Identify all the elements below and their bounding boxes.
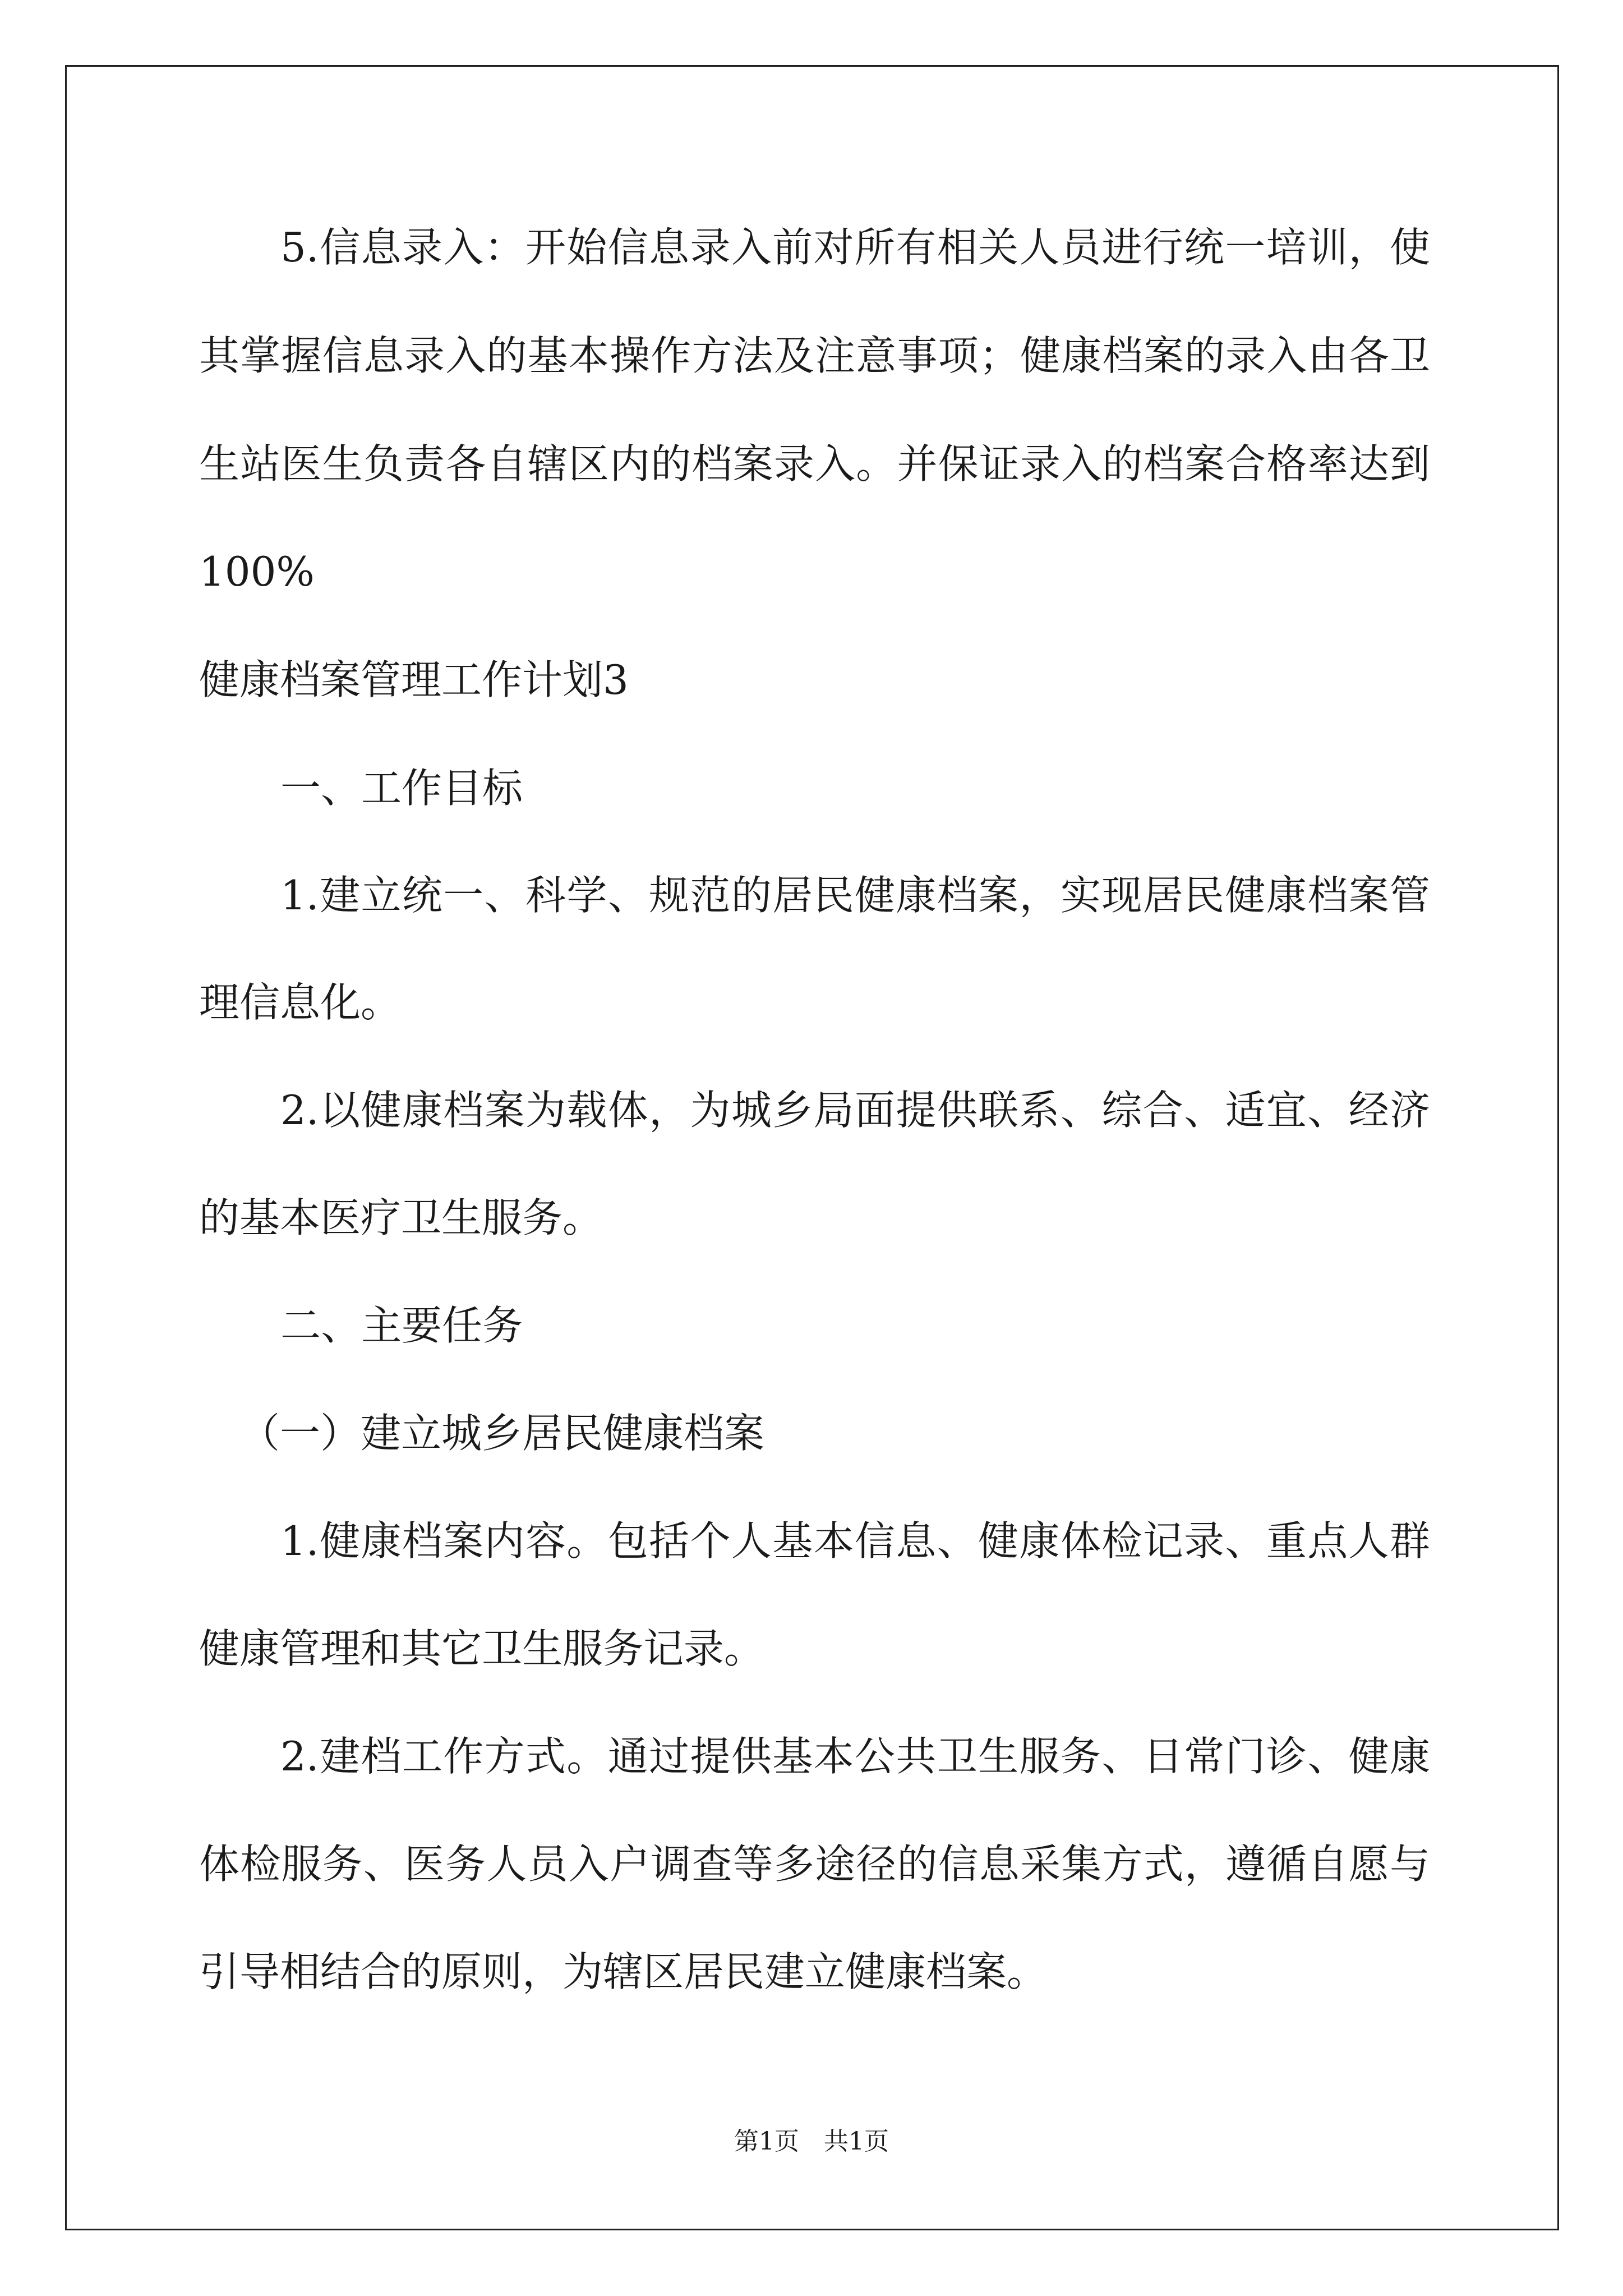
- page-footer: 第1页 共1页: [734, 2127, 889, 2156]
- paragraph-line: 100%: [199, 548, 315, 595]
- paragraph-line: 健康管理和其它卫生服务记录。: [199, 1625, 765, 1672]
- paragraph-line: 体检服务、医务人员入户调查等多途径的信息采集方式，遵循自愿与: [199, 1841, 1430, 1888]
- heading-line: 二、主要任务: [280, 1302, 523, 1349]
- paragraph-line: 1.健康档案内容。包括个人基本信息、健康体检记录、重点人群: [280, 1517, 1430, 1565]
- subheading-line: （一）建立城乡居民健康档案: [239, 1410, 765, 1457]
- paragraph-line: 1.建立统一、科学、规范的居民健康档案，实现居民健康档案管: [280, 872, 1430, 919]
- paragraph-line: 生站医生负责各自辖区内的档案录入。并保证录入的档案合格率达到: [199, 440, 1430, 487]
- paragraph-line: 引导相结合的原则，为辖区居民建立健康档案。: [199, 1948, 1048, 1995]
- paragraph-line: 2.以健康档案为载体，为城乡局面提供联系、综合、适宜、经济: [280, 1087, 1430, 1134]
- paragraph-line: 2.建档工作方式。通过提供基本公共卫生服务、日常门诊、健康: [280, 1733, 1430, 1780]
- paragraph-line: 理信息化。: [199, 979, 402, 1026]
- section-title: 健康档案管理工作计划3: [199, 656, 629, 703]
- page-border: [65, 65, 1559, 2230]
- paragraph-line: 其掌握信息录入的基本操作方法及注意事项；健康档案的录入由各卫: [199, 332, 1430, 379]
- heading-line: 一、工作目标: [280, 765, 523, 812]
- paragraph-line: 5.信息录入：开始信息录入前对所有相关人员进行统一培训，使: [280, 224, 1430, 271]
- paragraph-line: 的基本医疗卫生服务。: [199, 1194, 603, 1241]
